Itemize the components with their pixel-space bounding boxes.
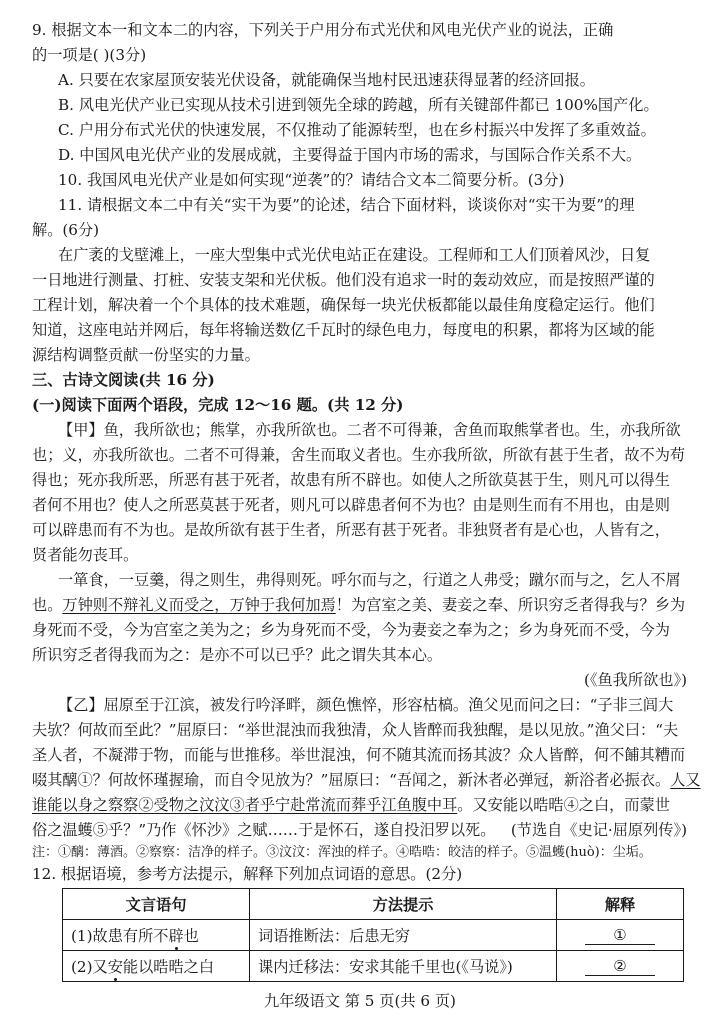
passage-yi-line-1: 【乙】屈原至于江滨，被发行吟泽畔，颜色憔悴，形容枯槁。渔父见而问之曰：“子非三闾大 xyxy=(58,696,674,714)
q9-option-d: D. 中国风电光伏产业的发展成就，主要得益于国内市场的需求，与国际合作关系不大。 xyxy=(58,146,642,164)
passage-yi-line-4-text: 啜其醨①？何故怀瑾握瑜，而自令见放为？”屈原曰：“吾闻之，新沐者必弹冠，新浴者必振衣。 xyxy=(32,771,671,789)
passage-yi-line-6: 俗之温蠖⑤乎？”乃作《怀沙》之赋……于是怀石，遂自投汨罗以死。 xyxy=(32,821,496,839)
annotation-notes: 注：①醨：薄酒。②察察：洁净的样子。③汶汶：浑浊的样子。④晧晧：皎洁的样子。⑤温蠖(huò)：尘垢。 xyxy=(32,845,652,860)
passage-jia-line-2: 也；义，亦我所欲也。二者不可得兼，舍生而取义者也。生亦我所欲，所欲有甚于生者，故不为苟 xyxy=(32,446,686,464)
passage-yi-line-5 xyxy=(32,793,692,817)
q12-header-phrase: 文言语句 xyxy=(63,889,250,920)
passage-jia-line-8-pre: 也。 xyxy=(32,596,63,614)
q11-material-line-2: 一日地进行测量、打桩、安装支架和光伏板。他们没有追求一时的轰动效应，而是按照严谨的 xyxy=(32,271,655,289)
passage-jia-line-9: 身死而不受，今为宫室之美为之；乡为身死而不受，今为妻妾之奉为之；乡为身死而不受，今为 xyxy=(32,621,670,639)
q12-row-2-answer-label: ② xyxy=(585,957,655,976)
passage-jia-source: (《鱼我所欲也》) xyxy=(584,671,687,689)
passage-jia-line-1: 【甲】鱼，我所欲也；熊掌，亦我所欲也。二者不可得兼，舍鱼而取熊掌者也。生，亦我所欲 xyxy=(58,421,681,439)
q11-material-line-1: 在广袤的戈壁滩上，一座大型集中式光伏电站正在建设。工程师和工人们顶着风沙，日复 xyxy=(58,246,651,264)
q12-row-2-answer-blank[interactable] xyxy=(557,951,684,982)
q12-table xyxy=(62,888,684,982)
passage-yi-line-5-post: 。又安能以晧晧④之白，而蒙世 xyxy=(457,796,670,814)
q12-row-1-answer-label: ① xyxy=(585,926,655,945)
q11-stem-line-2: 解。(6分) xyxy=(32,221,100,239)
passage-jia-line-10: 所识穷乏者得我而为之：是亦不可以已乎？此之谓失其本心。 xyxy=(32,646,443,664)
q9-option-b: B. 风电光伏产业已实现从技术引进到领先全球的跨越，所有关键部件都已 100%国产化。 xyxy=(58,96,659,114)
q12-row-1-phrase-pre: (1)故患有所不 xyxy=(71,926,169,945)
q12-row-2-dotted-word: 安 xyxy=(107,957,123,976)
section-3-subtitle: (一)阅读下面两个语段，完成 12～16 题。(共 12 分) xyxy=(32,396,404,414)
passage-jia-line-8-post: ！为宫室之美、妻妾之奉、所识穷乏者得我与？乡为 xyxy=(335,596,686,614)
q12-row-1-answer-blank[interactable] xyxy=(557,920,684,951)
section-3-title: 三、古诗文阅读(共 16 分) xyxy=(32,371,215,389)
q9-stem-line-1: 9. 根据文本一和文本二的内容，下列关于户用分布式光伏和风电光伏产业的说法，正确 xyxy=(32,21,614,39)
q12-row-2-phrase-pre: (2)又 xyxy=(71,957,108,976)
table-row xyxy=(63,951,684,982)
underlined-sentence-yi-start: 人又 xyxy=(670,771,701,789)
q11-stem-line-1: 11. 请根据文本二中有关“实干为要”的论述，结合下面材料，谈谈你对“实干为要”的理 xyxy=(58,196,635,214)
q12-row-1-hint: 词语推断法：后患无穷 xyxy=(250,920,557,951)
passage-yi-source: (节选自《史记·屈原列传》) xyxy=(510,821,687,839)
q12-row-1-phrase xyxy=(63,920,250,951)
passage-yi-line-3: 圣人者，不凝滞于物，而能与世推移。举世混浊，何不随其流而扬其波？众人皆醉，何不餔其糟而 xyxy=(32,746,686,764)
q12-row-2-phrase xyxy=(63,951,250,982)
q11-material-line-5: 源结构调整贡献一份坚实的力量。 xyxy=(32,346,260,364)
q9-stem-line-2: 的一项是( )(3分) xyxy=(32,46,147,64)
q12-row-2-hint: 课内迁移法：安求其能千里也(《马说》) xyxy=(250,951,557,982)
q9-option-c: C. 户用分布式光伏的快速发展，不仅推动了能源转型，也在乡村振兴中发挥了多重效益。 xyxy=(58,121,656,139)
q12-stem: 12. 根据语境，参考方法提示，解释下列加点词语的意思。(2分) xyxy=(32,862,692,886)
page-footer: 九年级语文 第 5 页(共 6 页) xyxy=(263,992,456,1010)
q12-header-hint: 方法提示 xyxy=(250,889,557,920)
passage-jia-line-6: 贤者能勿丧耳。 xyxy=(32,546,139,564)
q12-table-header-row xyxy=(63,889,684,920)
q11-material-line-3: 工程计划，解决着一个个具体的技术难题，确保每一块光伏板都能以最佳角度稳定运行。他们 xyxy=(32,296,655,314)
q12-row-2-phrase-post: 能以晧晧之白 xyxy=(122,957,215,976)
underlined-sentence-jia: 万钟则不辩礼义而受之，万钟于我何加焉 xyxy=(62,596,336,614)
q12-header-answer: 解释 xyxy=(557,889,684,920)
q12-row-1-dotted-word: 辟 xyxy=(168,926,184,945)
q10-stem: 10. 我国风电光伏产业是如何实现“逆袭”的？请结合文本二简要分析。(3分) xyxy=(58,171,565,189)
q11-material-line-4: 知道，这座电站并网后，每年将输送数亿千瓦时的绿色电力，每度电的积累，都将为区域的能 xyxy=(32,321,655,339)
table-row xyxy=(63,920,684,951)
passage-jia-line-5: 可以辟患而有不为也。是故所欲有甚于生者，所恶有甚于死者。非独贤者有是心也，人皆有之， xyxy=(32,521,670,539)
underlined-sentence-yi: 谁能以身之察察②受物之汶汶③者乎宁赴常流而葬乎江鱼腹中耳 xyxy=(32,796,458,814)
q12-row-1-phrase-post: 也 xyxy=(183,926,199,945)
passage-jia-line-4: 者何不用也？使人之所恶莫甚于死者，则凡可以辟患者何不为也？由是则生而有不用也，由是则 xyxy=(32,496,670,514)
passage-jia-line-7: 一箪食，一豆羹，得之则生，弗得则死。呼尔而与之，行道之人弗受；蹴尔而与之，乞人不屑 xyxy=(58,571,681,589)
passage-jia-line-8 xyxy=(32,593,692,617)
passage-jia-line-3: 得也；死亦我所恶，所恶有甚于死者，故患有所不辟也。如使人之所欲莫甚于生，则凡可以得生 xyxy=(32,471,670,489)
passage-yi-line-2: 夫欤？何故而至此？”屈原曰：“举世混浊而我独清，众人皆醉而我独醒，是以见放。”渔父曰：“夫 xyxy=(32,721,679,739)
q9-option-a: A. 只要在农家屋顶安装光伏设备，就能确保当地村民迅速获得显著的经济回报。 xyxy=(58,71,595,89)
passage-yi-line-4 xyxy=(32,768,701,792)
